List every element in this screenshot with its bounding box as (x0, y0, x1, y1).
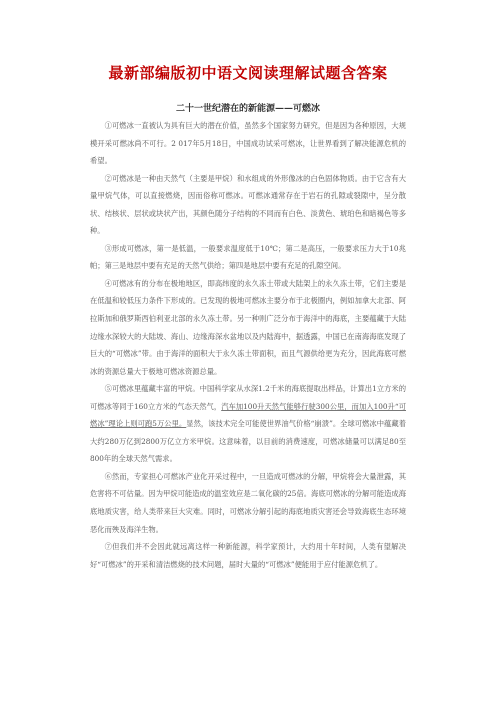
paragraph-1: ①可燃冰一直被认为具有巨大的潜在价值，虽然多个国家努力研究，但是因为各种原因，大规模开采可燃冰尚不可行。2 017年5月18日，中国成功试采可燃冰，让世界看到了解决能源危机的希望。 (90, 121, 406, 166)
paragraph-2: ②可燃冰是一种由天然气（主要是甲烷）和水组成的外形像冰的白色固体物质。由于它含有大量甲烷气体，可以直接燃烧，因而俗称可燃冰。可燃冰通常存在于岩石的孔隙或裂隙中，呈分散状、结核状、层状或块状产出，其颜色随分子结构的不同而有白色、淡黄色、琥珀色和暗褐色等多种。 (90, 173, 406, 236)
paragraph-7: ⑦但我们并不会因此就远离这样一种新能源，科学家预计，大约用十年时间，人类有望解决好“可燃冰”的开采和清洁燃烧的技术问题，届时大量的“可燃冰”便能用于应付能源危机了。 (90, 542, 406, 569)
paragraph-4: ④可燃冰有的分布在极地地区，即高纬度的永久冻土带或大陆架上的永久冻土带，它们主要是在低温和较低压力条件下形成的。已发现的极地可燃冰主要分布于北极圈内，例如加拿大北部、阿拉斯加和俄罗斯西伯利亚北部的永久冻土带。另一种则广泛分布于海洋中的海底，主要蕴藏于大陆边缘水深较大的大陆坡、海山、边缘海深水盆地以及内陆海中，据透露，中国已在南海海底发现了巨大的“可燃冰”带。由于海洋的面积大于永久冻土带面积，而且气源供给更为充分，因此海底可燃冰的资源总量大于极地可燃冰资源总量。 (90, 278, 406, 376)
document-title: 最新部编版初中语文阅读理解试题含答案 (108, 64, 388, 82)
article-subtitle: 二十一世纪潜在的新能源——可燃冰 (175, 104, 320, 114)
paragraph-5 (90, 380, 406, 468)
article-body (90, 117, 406, 573)
underlined-sentence: 汽车加100升天然气能够行驶300公里，而加入100升“可燃冰”理论上则可跑5万公里。 (90, 401, 406, 429)
paragraph-5-text-after: 显然，该技术完全可能使世界油气价格“崩溃”。全球可燃冰中蕴藏着大约280万亿到2800万亿立方米甲烷。这意味着，以目前的消费速度，可燃冰储量可以满足80至800年的全球天然气需求。 (90, 419, 406, 464)
paragraph-6: ⑥然而，专家担心可燃冰产业化开采过程中，一旦造成可燃冰的分解，甲烷将会大量泄露，其危害将不可估量。因为甲烷可能造成的温室效应是二氧化碳的25倍。海底可燃冰的分解可能造成海底地质灾害，给人类带来巨大灾难。同时，可燃冰分解引起的海底地质灾害还会导致海底生态环境恶化而殃及海洋生物。 (90, 471, 406, 534)
paragraph-5-text-before: ⑤可燃冰里蕴藏丰富的甲烷。中国科学家从水深1.2千米的海底提取出样品，计算出1立方米的可燃冰等同于160立方米的气态天然气， (90, 384, 406, 411)
paragraph-3: ③形成可燃冰，第一是低温，一般要求温度低于10℃；第二是高压，一般要求压力大于10兆帕；第三是地层中要有充足的天然气供给；第四是地层中要有充足的孔隙空间。 (90, 243, 406, 271)
